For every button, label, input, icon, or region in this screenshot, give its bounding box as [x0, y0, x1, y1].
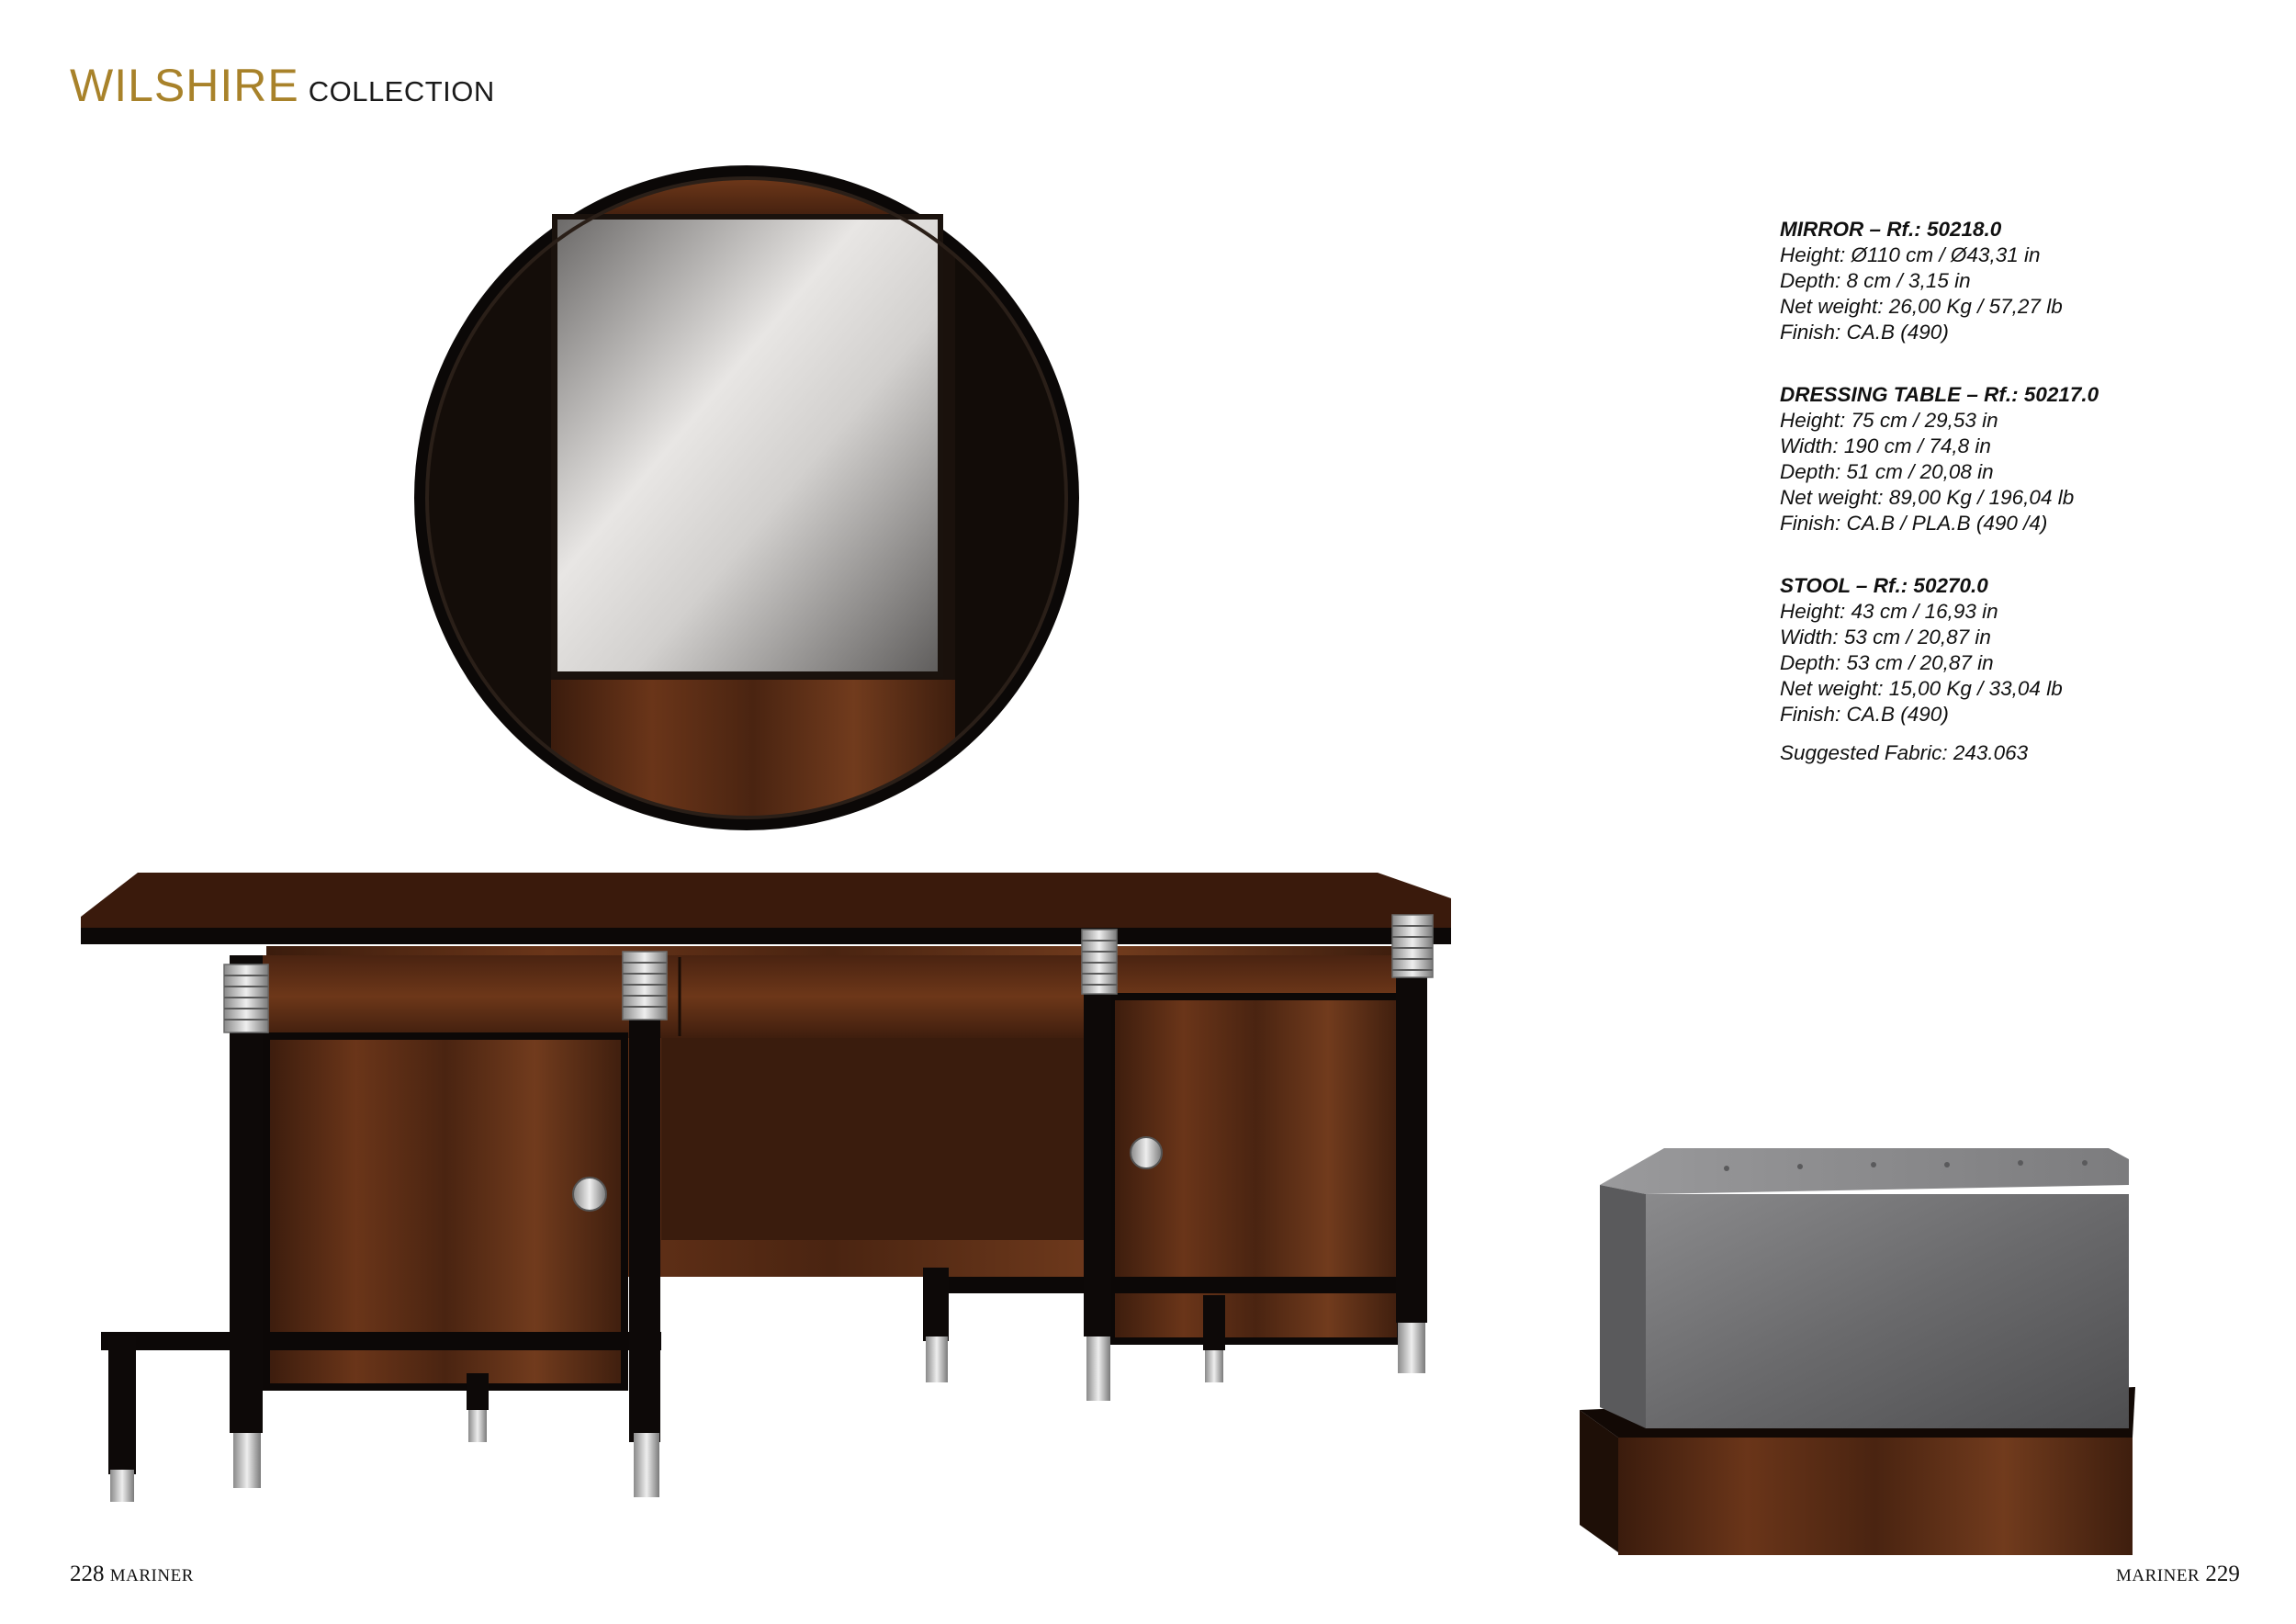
right-folio: [2116, 1562, 2240, 1587]
stool: [1580, 1148, 2135, 1555]
dressing-table: [81, 873, 1451, 1502]
spec-line: Net weight: 15,00 Kg / 33,04 lb: [1780, 677, 2063, 700]
spec-line: Finish: CA.B (490): [1780, 703, 1949, 726]
collection-name: WILSHIRE: [70, 60, 299, 111]
mirror-specs: [1780, 217, 2257, 345]
spec-line: Depth: 53 cm / 20,87 in: [1780, 651, 1994, 674]
specifications-panel: [1780, 217, 2257, 766]
collection-word: COLLECTION: [308, 75, 495, 107]
spec-line: Finish: CA.B (490): [1780, 321, 1949, 344]
right-page-number: 229: [2205, 1562, 2240, 1586]
spec-line: Width: 190 cm / 74,8 in: [1780, 434, 1991, 457]
spec-line: Depth: 8 cm / 3,15 in: [1780, 269, 1971, 292]
product-title: MIRROR – Rf.: 50218.0: [1780, 218, 2002, 241]
left-page-number: 228: [70, 1562, 105, 1586]
left-folio: [70, 1562, 194, 1587]
round-mirror: [413, 138, 1093, 836]
product-title: DRESSING TABLE – Rf.: 50217.0: [1780, 383, 2099, 406]
suggested-fabric: Suggested Fabric: 243.063: [1780, 741, 2029, 764]
spec-line: Finish: CA.B / PLA.B (490 /4): [1780, 512, 2048, 535]
spec-line: Depth: 51 cm / 20,08 in: [1780, 460, 1994, 483]
right-brand: MARINER: [2116, 1566, 2200, 1585]
spec-line: Net weight: 26,00 Kg / 57,27 lb: [1780, 295, 2063, 318]
spec-line: Height: Ø110 cm / Ø43,31 in: [1780, 243, 2041, 266]
spec-line: Width: 53 cm / 20,87 in: [1780, 626, 1991, 648]
spec-line: Height: 43 cm / 16,93 in: [1780, 600, 1998, 623]
spec-line: Height: 75 cm / 29,53 in: [1780, 409, 1998, 432]
product-title: STOOL – Rf.: 50270.0: [1780, 574, 1988, 597]
left-brand: MARINER: [109, 1566, 194, 1585]
stool-specs: [1780, 573, 2257, 727]
dressing-table-specs: [1780, 382, 2257, 536]
spec-line: Net weight: 89,00 Kg / 196,04 lb: [1780, 486, 2075, 509]
